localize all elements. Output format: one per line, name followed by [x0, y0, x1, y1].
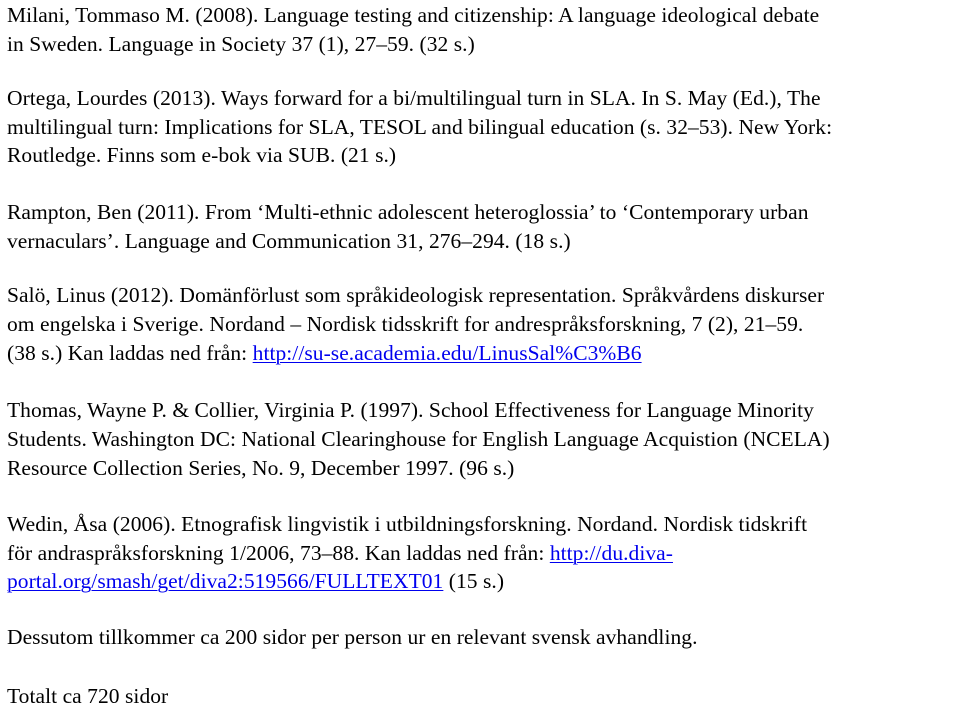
ref-ortega-line-1: Ortega, Lourdes (2013). Ways forward for a bi/multilingual turn in SLA. In S. May (Ed.), The — [7, 86, 821, 110]
ref-wedin-line-1: Wedin, Åsa (2006). Etnografisk lingvistik i utbildningsforskning. Nordand. Nordisk tidskrift — [7, 512, 808, 536]
extra-pages-note: Dessutom tillkommer ca 200 sidor per person ur en relevant svensk avhandling. — [7, 625, 698, 649]
ref-salo-line-1: Salö, Linus (2012). Domänförlust som språkideologisk representation. Språkvårdens diskurser — [7, 283, 825, 307]
ref-milani-line-1: Milani, Tommaso M. (2008). Language testing and citizenship: A language ideological debate — [7, 3, 820, 27]
ref-wedin-line-3 — [7, 568, 504, 594]
total-pages-note: Totalt ca 720 sidor — [7, 684, 169, 708]
wedin-download-link-part-1[interactable]: http://du.diva- — [549, 541, 673, 565]
ref-ortega-line-3: Routledge. Finns som e-bok via SUB. (21 s.) — [7, 143, 397, 167]
ref-rampton-line-1: Rampton, Ben (2011). From ‘Multi-ethnic adolescent heteroglossia’ to ‘Contemporary urban — [7, 200, 809, 224]
ref-ortega-line-2: multilingual turn: Implications for SLA, TESOL and bilingual education (s. 32–53). New York: — [7, 115, 833, 139]
salo-download-link[interactable]: http://su-se.academia.edu/LinusSal%C3%B6 — [252, 341, 642, 365]
ref-salo-line-2: om engelska i Sverige. Nordand – Nordisk tidsskrift for andrespråksforskning, 7 (2), 21–59. — [7, 312, 804, 336]
ref-salo-line-3-text: (38 s.) Kan laddas ned från: — [7, 341, 253, 365]
ref-wedin-line-2-text: för andraspråksforskning 1/2006, 73–88. Kan laddas ned från: — [7, 541, 550, 565]
ref-wedin-line-2 — [7, 540, 673, 566]
wedin-download-link-part-2[interactable]: portal.org/smash/get/diva2:519566/FULLTEXT01 — [7, 569, 444, 593]
ref-milani-line-2: in Sweden. Language in Society 37 (1), 27–59. (32 s.) — [7, 32, 475, 56]
ref-wedin-line-3-text: (15 s.) — [443, 569, 505, 593]
ref-salo-line-3 — [7, 340, 642, 366]
ref-thomas-line-2: Students. Washington DC: National Clearinghouse for English Language Acquistion (NCELA) — [7, 427, 830, 451]
ref-rampton-line-2: vernaculars’. Language and Communication 31, 276–294. (18 s.) — [7, 229, 571, 253]
ref-thomas-line-1: Thomas, Wayne P. & Collier, Virginia P. (1997). School Effectiveness for Language Minority — [7, 398, 814, 422]
ref-thomas-line-3: Resource Collection Series, No. 9, December 1997. (96 s.) — [7, 456, 515, 480]
